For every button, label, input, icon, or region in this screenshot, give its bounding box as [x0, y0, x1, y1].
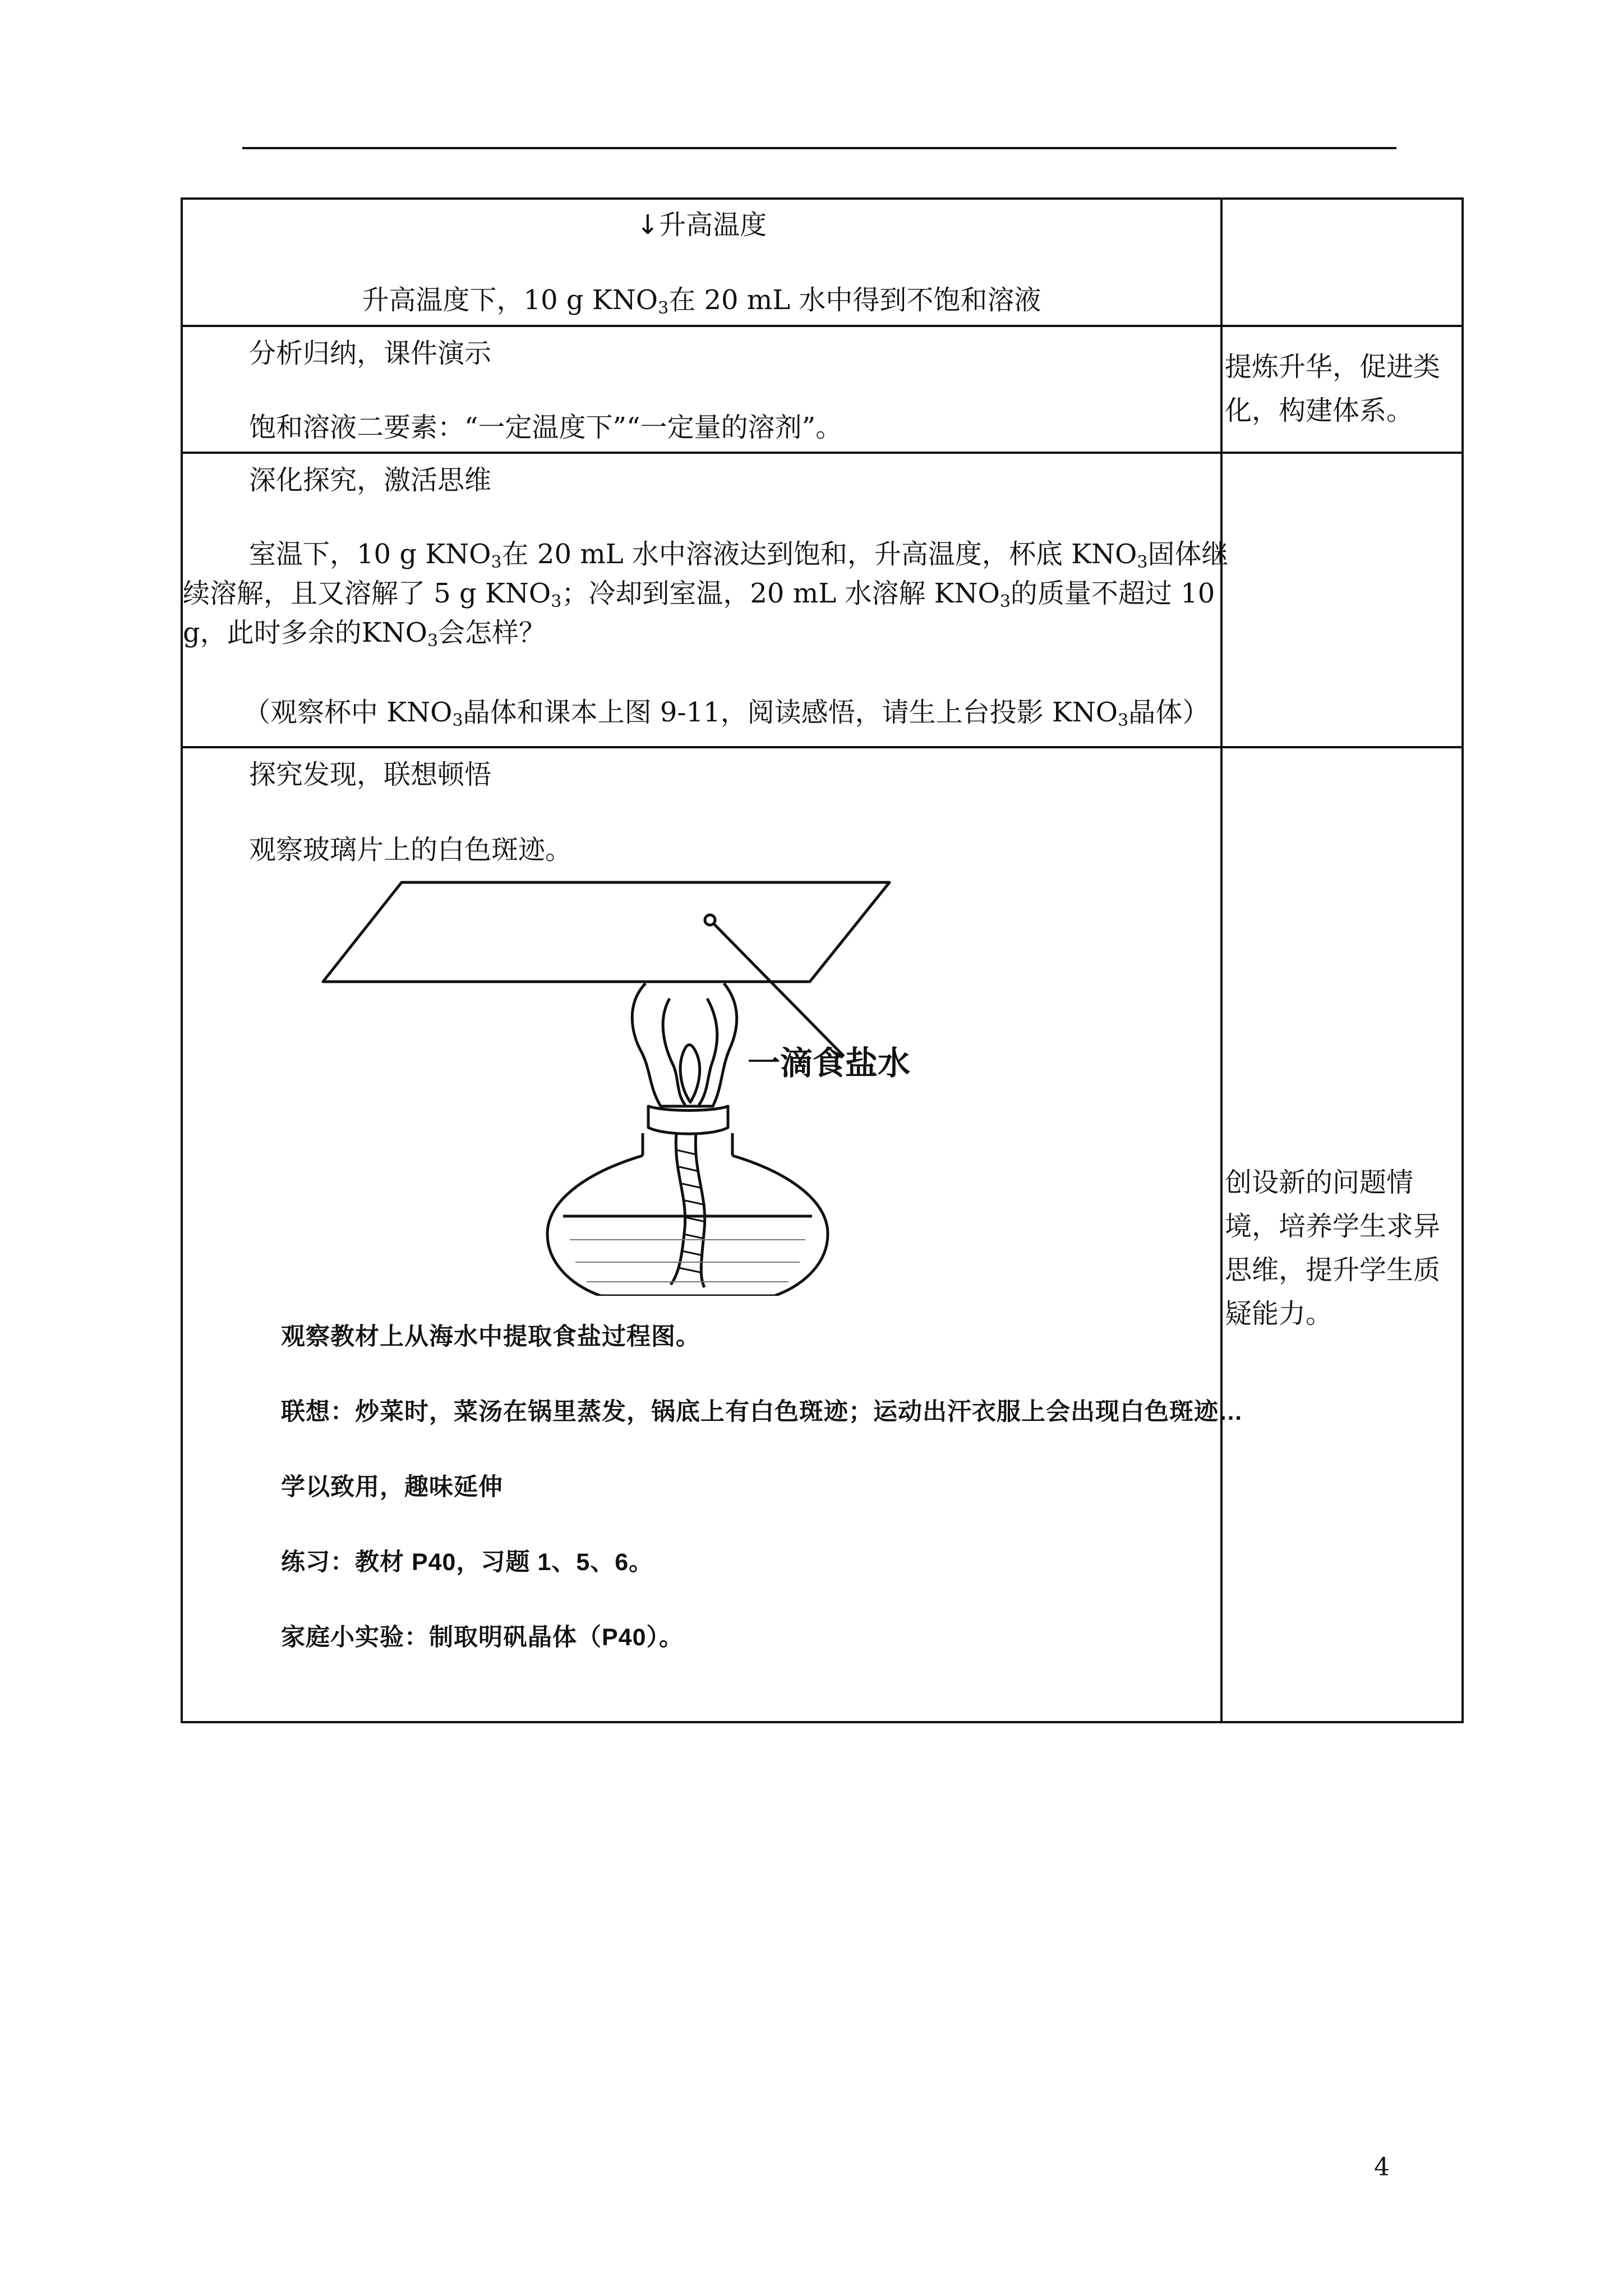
row1-result-line	[183, 280, 1220, 320]
table-row	[182, 453, 1463, 747]
lamp-cap	[648, 1106, 728, 1134]
table-row	[182, 326, 1463, 453]
row1-text-a: 升高温度下，10 g KNO	[362, 284, 658, 316]
lamp-body	[547, 1156, 828, 1296]
row3-side-cell	[1221, 453, 1463, 747]
row2-line2: 饱和溶液二要素：“一定温度下”“一定量的溶剂”。	[249, 412, 843, 443]
salt-water-drop	[705, 915, 715, 925]
row2-line1: 分析归纳，课件演示	[249, 338, 492, 369]
row4-line1: 观察玻璃片上的白色斑迹。	[249, 834, 573, 866]
row3-title: 深化探究，激活思维	[249, 464, 492, 496]
row3-text: 室温下，10 g KNO	[249, 539, 491, 570]
row3-text: 会怎样？	[438, 617, 546, 648]
subscript: 3	[551, 592, 562, 611]
flame-inner	[663, 999, 717, 1105]
row1-text-b: 在 20 mL 水中得到不饱和溶液	[668, 284, 1041, 316]
page-number: 4	[1374, 2153, 1390, 2182]
exercise-line: 练习：教材 P40，习题 1、5、6。	[281, 1549, 654, 1576]
row3-text: 固体继续溶解，且又溶解了 5 g KNO	[183, 539, 1229, 609]
subscript: 3	[491, 553, 502, 572]
row3-text: 晶体和课本上图 9-11，阅读感悟，请生上台投影 KNO	[463, 697, 1118, 728]
table-row	[182, 199, 1463, 326]
arrow-label-line	[183, 205, 1220, 245]
row2-side-cell	[1221, 326, 1463, 453]
observe-textbook-line: 观察教材上从海水中提取食盐过程图。	[281, 1323, 700, 1350]
subscript: 3	[427, 631, 439, 651]
subscript: 3	[658, 298, 669, 318]
row3-text: 的质量不超过 10 g，此时多余的KNO	[183, 578, 1215, 648]
down-arrow-icon: ↓	[636, 209, 660, 241]
table-row	[182, 747, 1463, 1722]
row3-paragraph	[183, 535, 1232, 652]
flame-core	[680, 1045, 700, 1103]
row3-main-cell	[182, 453, 1229, 747]
row4-side-cell	[1221, 747, 1463, 1722]
row1-side-cell	[1221, 199, 1463, 326]
row1-main-cell	[182, 199, 1221, 326]
row3-text: 在 20 mL 水中溶液达到饱和，升高温度，杯底 KNO	[501, 539, 1137, 570]
row4-side-note: 创设新的问题情境，培养学生求异思维，提升学生质疑能力。	[1225, 1167, 1441, 1329]
row4-main-cell	[182, 747, 1243, 1722]
row2-main-cell	[182, 326, 1221, 453]
alcohol-lamp-figure	[183, 881, 1220, 1296]
row3-text: 晶体）	[1128, 697, 1210, 728]
subscript: 3	[452, 711, 463, 730]
row3-text: ；冷却到室温，20 mL 水溶解 KNO	[561, 578, 1000, 609]
figure-label: 一滴食盐水	[748, 1044, 911, 1082]
home-experiment-line: 家庭小实验：制取明矾晶体（P40）。	[281, 1624, 684, 1651]
row3-text: （观察杯中 KNO	[243, 697, 453, 728]
alcohol-lamp-diagram	[183, 881, 1220, 1296]
lamp-wick	[671, 1133, 705, 1287]
apply-learning-line: 学以致用，趣味延伸	[281, 1474, 503, 1501]
subscript: 3	[1118, 711, 1129, 730]
header-rule	[242, 147, 1396, 149]
row2-side-note: 提炼升华，促进类化，构建体系。	[1225, 351, 1441, 426]
lesson-table	[181, 197, 1464, 1723]
row4-title: 探究发现，联想顿悟	[249, 759, 492, 790]
glass-plate	[323, 882, 889, 982]
arrow-label: 升高温度	[659, 209, 767, 241]
row3-observe-line	[183, 693, 1220, 732]
subscript: 3	[999, 592, 1011, 611]
association-line: 联想：炒菜时，菜汤在锅里蒸发，锅底上有白色斑迹；运动出汗衣服上会出现白色斑迹…	[281, 1398, 1243, 1425]
subscript: 3	[1137, 553, 1148, 572]
